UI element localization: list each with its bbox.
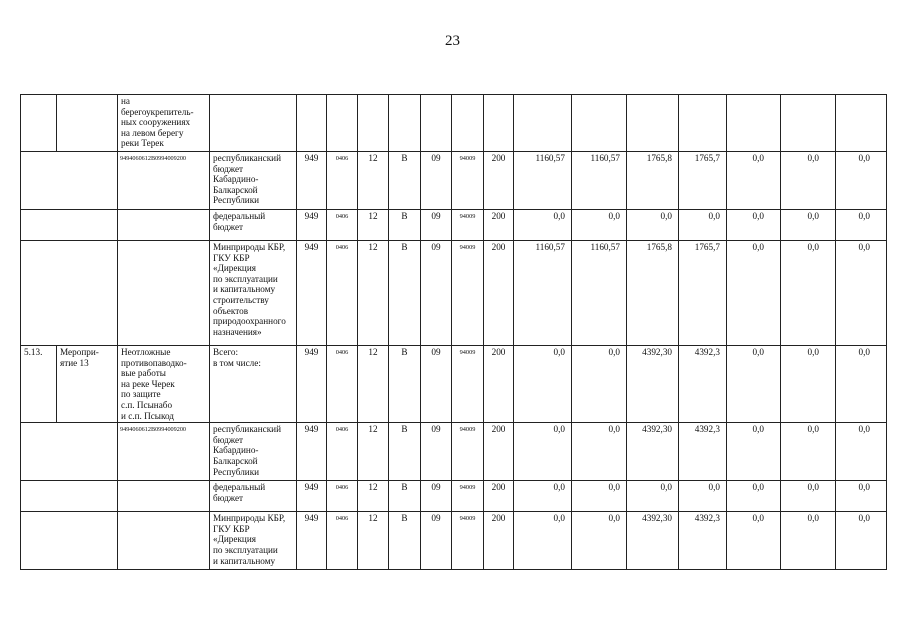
cell-target-article: 12	[358, 210, 389, 241]
cell-number: 5.13.	[21, 346, 57, 423]
cell-kvr: 200	[484, 210, 514, 241]
cell-grbs: 949	[297, 512, 327, 570]
cell-article-code: 94009	[452, 423, 484, 481]
cell-amount-1: 0,0	[514, 210, 572, 241]
cell-amount-4: 4392,3	[679, 423, 727, 481]
cell-subsection: 09	[421, 423, 452, 481]
cell-type: В	[389, 210, 421, 241]
cell-empty	[484, 95, 514, 152]
cell-amount-3: 4392,30	[627, 423, 679, 481]
cell-amount-5: 0,0	[727, 152, 781, 210]
cell-amount-7: 0,0	[836, 346, 887, 423]
table-row	[21, 481, 887, 512]
cell-grbs: 949	[297, 152, 327, 210]
cell-activity-name: на берегоукрепитель- ных сооружениях на левом берегу реки Терек	[118, 95, 210, 152]
cell-rzpr: 0406	[327, 481, 358, 512]
cell-funding-source: Минприроды КБР, ГКУ КБР «Дирекция по эксплуатации и капитальному строительству объектов природоохранного назначения»	[210, 241, 297, 346]
cell-type: В	[389, 346, 421, 423]
cell-empty	[21, 481, 118, 512]
cell-empty	[781, 95, 836, 152]
cell-empty	[21, 241, 118, 346]
cell-empty	[389, 95, 421, 152]
cell-subsection: 09	[421, 346, 452, 423]
cell-empty	[572, 95, 627, 152]
cell-empty	[627, 95, 679, 152]
cell-amount-1: 0,0	[514, 481, 572, 512]
cell-amount-6: 0,0	[781, 241, 836, 346]
cell-kvr: 200	[484, 423, 514, 481]
cell-subsection: 09	[421, 512, 452, 570]
cell-empty	[21, 152, 118, 210]
cell-empty	[514, 95, 572, 152]
cell-amount-6: 0,0	[781, 481, 836, 512]
cell-rzpr: 0406	[327, 512, 358, 570]
cell-empty	[836, 95, 887, 152]
cell-grbs: 949	[297, 210, 327, 241]
cell-rzpr: 0406	[327, 152, 358, 210]
cell-empty	[21, 95, 57, 152]
cell-amount-4: 1765,7	[679, 241, 727, 346]
table-row	[21, 210, 887, 241]
cell-subsection: 09	[421, 241, 452, 346]
cell-type: В	[389, 512, 421, 570]
cell-grbs: 949	[297, 241, 327, 346]
cell-rzpr: 0406	[327, 210, 358, 241]
cell-amount-7: 0,0	[836, 152, 887, 210]
cell-target-article: 12	[358, 152, 389, 210]
cell-empty	[327, 95, 358, 152]
cell-amount-5: 0,0	[727, 481, 781, 512]
cell-article-code: 94009	[452, 241, 484, 346]
cell-amount-6: 0,0	[781, 152, 836, 210]
cell-amount-4: 4392,3	[679, 512, 727, 570]
cell-amount-6: 0,0	[781, 346, 836, 423]
cell-target-article: 12	[358, 423, 389, 481]
cell-grbs: 949	[297, 423, 327, 481]
cell-empty	[21, 210, 118, 241]
cell-amount-2: 0,0	[572, 512, 627, 570]
cell-empty	[210, 95, 297, 152]
cell-amount-2: 1160,57	[572, 152, 627, 210]
cell-type: В	[389, 481, 421, 512]
cell-kvr: 200	[484, 241, 514, 346]
cell-kvr: 200	[484, 346, 514, 423]
cell-funding-source: федеральный бюджет	[210, 481, 297, 512]
cell-amount-5: 0,0	[727, 512, 781, 570]
budget-table	[20, 94, 887, 570]
cell-empty	[297, 95, 327, 152]
cell-empty	[118, 210, 210, 241]
cell-amount-6: 0,0	[781, 210, 836, 241]
cell-empty	[118, 241, 210, 346]
cell-kvr: 200	[484, 512, 514, 570]
cell-rzpr: 0406	[327, 241, 358, 346]
cell-amount-1: 1160,57	[514, 241, 572, 346]
cell-amount-4: 1765,7	[679, 152, 727, 210]
table-row	[21, 423, 887, 481]
cell-article-code: 94009	[452, 210, 484, 241]
cell-subsection: 09	[421, 481, 452, 512]
cell-target-article: 12	[358, 346, 389, 423]
table-row	[21, 512, 887, 570]
cell-amount-2: 0,0	[572, 423, 627, 481]
cell-amount-3: 0,0	[627, 481, 679, 512]
cell-empty	[118, 481, 210, 512]
cell-budget-code: 9494060612В0994009200	[118, 423, 210, 481]
cell-amount-2: 0,0	[572, 210, 627, 241]
cell-empty	[21, 512, 118, 570]
cell-empty	[452, 95, 484, 152]
table-row	[21, 95, 887, 152]
cell-rzpr: 0406	[327, 423, 358, 481]
cell-amount-5: 0,0	[727, 423, 781, 481]
cell-amount-3: 4392,30	[627, 512, 679, 570]
cell-amount-7: 0,0	[836, 423, 887, 481]
cell-funding-source: республиканский бюджет Кабардино- Балкарской Республики	[210, 152, 297, 210]
table-row	[21, 152, 887, 210]
table-body	[21, 95, 887, 570]
table-row	[21, 241, 887, 346]
cell-rzpr: 0406	[327, 346, 358, 423]
cell-article-code: 94009	[452, 512, 484, 570]
cell-amount-3: 1765,8	[627, 152, 679, 210]
cell-amount-5: 0,0	[727, 210, 781, 241]
cell-amount-3: 1765,8	[627, 241, 679, 346]
cell-empty	[57, 95, 118, 152]
cell-amount-2: 0,0	[572, 346, 627, 423]
cell-empty	[421, 95, 452, 152]
cell-funding-source: Всего: в том числе:	[210, 346, 297, 423]
cell-amount-7: 0,0	[836, 241, 887, 346]
cell-target-article: 12	[358, 512, 389, 570]
cell-empty	[727, 95, 781, 152]
cell-budget-code: 9494060612В0994009200	[118, 152, 210, 210]
cell-type: В	[389, 241, 421, 346]
cell-amount-6: 0,0	[781, 512, 836, 570]
cell-article-code: 94009	[452, 481, 484, 512]
cell-amount-7: 0,0	[836, 481, 887, 512]
cell-empty	[679, 95, 727, 152]
cell-amount-2: 0,0	[572, 481, 627, 512]
cell-type: В	[389, 423, 421, 481]
cell-amount-7: 0,0	[836, 512, 887, 570]
table-row	[21, 346, 887, 423]
cell-target-article: 12	[358, 481, 389, 512]
cell-amount-4: 4392,3	[679, 346, 727, 423]
cell-amount-5: 0,0	[727, 346, 781, 423]
cell-subsection: 09	[421, 152, 452, 210]
cell-amount-1: 0,0	[514, 423, 572, 481]
cell-article-code: 94009	[452, 346, 484, 423]
cell-kvr: 200	[484, 152, 514, 210]
cell-amount-4: 0,0	[679, 210, 727, 241]
cell-empty	[21, 423, 118, 481]
cell-amount-1: 0,0	[514, 512, 572, 570]
cell-subsection: 09	[421, 210, 452, 241]
cell-amount-1: 1160,57	[514, 152, 572, 210]
cell-grbs: 949	[297, 346, 327, 423]
cell-amount-5: 0,0	[727, 241, 781, 346]
cell-amount-2: 1160,57	[572, 241, 627, 346]
cell-amount-3: 4392,30	[627, 346, 679, 423]
cell-grbs: 949	[297, 481, 327, 512]
cell-type: В	[389, 152, 421, 210]
cell-funding-source: республиканский бюджет Кабардино- Балкарской Республики	[210, 423, 297, 481]
cell-amount-3: 0,0	[627, 210, 679, 241]
cell-empty	[118, 512, 210, 570]
cell-amount-7: 0,0	[836, 210, 887, 241]
cell-article-code: 94009	[452, 152, 484, 210]
cell-target-article: 12	[358, 241, 389, 346]
cell-funding-source: Минприроды КБР, ГКУ КБР «Дирекция по эксплуатации и капитальному	[210, 512, 297, 570]
cell-amount-6: 0,0	[781, 423, 836, 481]
cell-activity-name: Неотложные противопаводко- вые работы на реке Черек по защите с.п. Псынабо и с.п. Псыкод	[118, 346, 210, 423]
page-number: 23	[445, 33, 460, 49]
cell-funding-source: федеральный бюджет	[210, 210, 297, 241]
cell-amount-1: 0,0	[514, 346, 572, 423]
cell-kvr: 200	[484, 481, 514, 512]
cell-empty	[358, 95, 389, 152]
cell-amount-4: 0,0	[679, 481, 727, 512]
cell-kind: Меропри- ятие 13	[57, 346, 118, 423]
